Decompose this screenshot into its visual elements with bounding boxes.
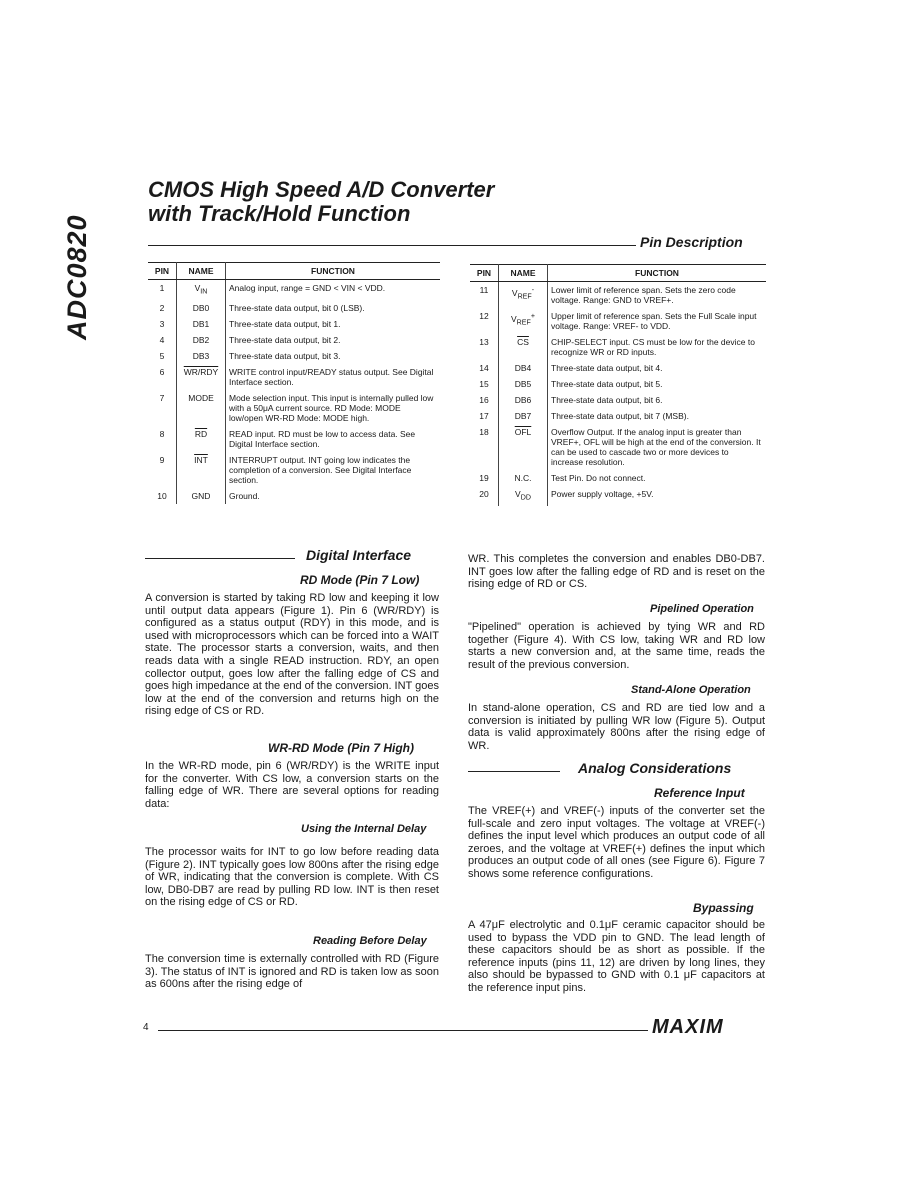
pin-description-heading: Pin Description	[640, 234, 743, 250]
pin-number: 12	[479, 311, 489, 321]
pin-name: DB7	[499, 408, 548, 424]
wr-rd-mode-heading: WR-RD Mode (Pin 7 High)	[268, 741, 414, 755]
pin-name: $V_{REF}^+$	[499, 308, 548, 334]
rd-mode-heading: RD Mode (Pin 7 Low)	[300, 573, 420, 587]
pin-name: DB4	[499, 360, 548, 376]
page-title	[148, 178, 708, 226]
pin-number: 6	[159, 366, 165, 377]
pin-function: Ground.	[226, 488, 441, 504]
pin-number: 17	[479, 411, 489, 421]
pin-name: DB6	[499, 392, 548, 408]
col-header-name: NAME	[499, 265, 548, 282]
stand-alone-operation-paragraph: In stand-alone operation, CS and RD are tied low and a conversion is initiated by pulling WR low (Figure 5). Output data is valid approximately 800ns after the rising edge of WR.	[468, 702, 765, 752]
pin-number: 16	[479, 395, 489, 405]
table-row	[470, 408, 766, 424]
col-header-name: NAME	[177, 263, 226, 280]
pin-number: 11	[479, 285, 489, 295]
pin-table-header	[470, 265, 766, 282]
internal-delay-paragraph: The processor waits for INT to go low before reading data (Figure 2). INT typically goes low 800ns after the rising edge of WR, indicating that the conversion is complete. With CS low, DB0-DB7 are read by pulling RD low. INT is then reset on the rising edge of CS or RD.	[145, 846, 439, 909]
pin-description-rule	[148, 245, 636, 246]
table-row	[470, 424, 766, 470]
pin-name: $\overline{RD}$	[177, 426, 226, 452]
pin-function: READ input. RD must be low to access data. See Digital Interface section.	[226, 426, 441, 452]
table-row	[470, 334, 766, 360]
pin-name: $V_{REF}^-$	[499, 282, 548, 309]
pin-number: 18	[479, 427, 489, 437]
title-line-2: with Track/Hold Function	[148, 201, 411, 226]
table-row	[470, 486, 766, 506]
pin-function: Three-state data output, bit 7 (MSB).	[548, 408, 767, 424]
pin-number: 4	[159, 334, 165, 345]
reading-before-delay-paragraph: The conversion time is externally controlled with RD (Figure 3). The status of INT is ignored and RD is taken low as soon as 600ns after the rising edge of	[145, 953, 439, 991]
pin-name: $\overline{OFL}$	[499, 424, 548, 470]
part-number-side-label: ADC0820	[62, 214, 92, 340]
page-number: 4	[143, 1022, 149, 1033]
pin-number: 13	[479, 337, 489, 347]
pin-number: 20	[479, 489, 489, 499]
pin-name: DB5	[499, 376, 548, 392]
pin-number: 2	[159, 302, 165, 313]
pin-number: 14	[479, 363, 489, 373]
pin-name: DB1	[177, 316, 226, 332]
table-row	[148, 280, 440, 300]
table-row	[148, 332, 440, 348]
pin-number: 19	[479, 473, 489, 483]
wr-continuation-paragraph: WR. This completes the conversion and enables DB0-DB7. INT goes low after the falling edge of RD and is reset on the rising edge of RD or CS.	[468, 553, 765, 591]
pin-function: WRITE control input/READY status output. See Digital Interface section.	[226, 364, 441, 390]
maxim-logo: MAXIM	[652, 1016, 724, 1038]
pin-function: Three-state data output, bit 1.	[226, 316, 441, 332]
table-row	[148, 488, 440, 504]
table-row	[470, 470, 766, 486]
pin-number: 1	[159, 283, 165, 293]
pin-function: Three-state data output, bit 6.	[548, 392, 767, 408]
pin-function: Three-state data output, bit 5.	[548, 376, 767, 392]
col-header-function: FUNCTION	[548, 265, 767, 282]
table-row	[148, 348, 440, 364]
pin-function: Lower limit of reference span. Sets the zero code voltage. Range: GND to VREF+.	[548, 282, 767, 309]
analog-considerations-rule	[468, 771, 560, 772]
col-header-pin: PIN	[148, 263, 177, 280]
pin-function: Power supply voltage, +5V.	[548, 486, 767, 506]
pin-name: $V_{DD}$	[499, 486, 548, 506]
wr-rd-mode-paragraph: In the WR-RD mode, pin 6 (WR/RDY) is the WRITE input for the converter. With CS low, a conversion starts on the falling edge of WR. There are several options for reading data:	[145, 760, 439, 810]
reference-input-paragraph: The VREF(+) and VREF(-) inputs of the converter set the full-scale and zero input voltages. The voltage at VREF(-) defines the input level which produces an output code of all zeroes, and the voltage at VREF(+) defines the input which produces an output code of all ones (see Figure 6). Figure 7 shows some reference configurations.	[468, 805, 765, 880]
bypassing-heading: Bypassing	[693, 901, 754, 915]
pin-function: Mode selection input. This input is internally pulled low with a 50μA current source. RD Mode: MODE low/open WR-RD Mode: MODE high.	[226, 390, 441, 426]
table-row	[470, 360, 766, 376]
pin-function: Overflow Output. If the analog input is greater than VREF+, OFL will be high at the end of the conversion. It can be used to cascade two or more devices to increase resolution.	[548, 424, 767, 470]
reference-input-heading: Reference Input	[654, 786, 745, 800]
digital-interface-rule	[145, 558, 295, 559]
pipelined-operation-heading: Pipelined Operation	[650, 603, 754, 615]
pin-name: $\overline{INT}$	[177, 452, 226, 488]
pin-table-header	[148, 263, 440, 280]
pin-function: Three-state data output, bit 3.	[226, 348, 441, 364]
pin-number: 10	[157, 490, 167, 501]
pin-name: DB2	[177, 332, 226, 348]
table-row	[148, 452, 440, 488]
pin-number: 3	[159, 318, 165, 329]
stand-alone-operation-heading: Stand-Alone Operation	[631, 684, 751, 696]
col-header-pin: PIN	[470, 265, 499, 282]
pin-name: WR/RDY	[177, 364, 226, 390]
pipelined-operation-paragraph: "Pipelined" operation is achieved by tying WR and RD together (Figure 4). With CS low, taking WR and RD low starts a new conversion and, at the same time, reads the result of the previous conversion.	[468, 621, 765, 671]
title-line-1: CMOS High Speed A/D Converter	[148, 177, 495, 202]
col-header-function: FUNCTION	[226, 263, 441, 280]
pin-name: N.C.	[499, 470, 548, 486]
pin-function: Analog input, range = GND < VIN < VDD.	[226, 280, 441, 300]
internal-delay-heading: Using the Internal Delay	[301, 823, 427, 835]
pin-table-right	[470, 264, 766, 506]
pin-function: Three-state data output, bit 4.	[548, 360, 767, 376]
pin-name: MODE	[177, 390, 226, 426]
pin-function: Test Pin. Do not connect.	[548, 470, 767, 486]
pin-number: 8	[159, 428, 165, 439]
pin-name: $\overline{CS}$	[499, 334, 548, 360]
footer-rule	[158, 1030, 648, 1031]
digital-interface-heading: Digital Interface	[306, 547, 412, 563]
pin-name: $V_{IN}$	[177, 280, 226, 300]
rd-mode-paragraph: A conversion is started by taking RD low and keeping it low until output data appears (Figure 1). Pin 6 (WR/RDY) is configured as a status output (RDY) in this mode, and is used with microprocessors which can be forced into a WAIT state. The processor starts a conversion, waits, and then reads data with a single READ instruction. RDY, an open collector output, goes low after the falling edge of CS and goes high impedance at the end of the conversion. INT goes low at the end of the conversion and returns high on the rising edge of CS or RD.	[145, 592, 439, 718]
pin-number: 5	[159, 350, 165, 361]
bypassing-paragraph: A 47μF electrolytic and 0.1μF ceramic capacitor should be used to bypass the VDD pin to GND. The lead length of these capacitors should be as short as possible. If the reference inputs (pins 11, 12) are driven by long lines, they also should be bypassed to GND with 0.1 μF capacitors at the reference input pins.	[468, 919, 765, 994]
pin-function: CHIP-SELECT input. CS must be low for the device to recognize WR or RD inputs.	[548, 334, 767, 360]
analog-considerations-heading: Analog Considerations	[578, 760, 732, 776]
table-row	[148, 426, 440, 452]
table-row	[470, 392, 766, 408]
table-row	[148, 390, 440, 426]
pin-function: Three-state data output, bit 0 (LSB).	[226, 300, 441, 316]
pin-number: 9	[159, 454, 165, 465]
pin-name: DB3	[177, 348, 226, 364]
table-row	[148, 300, 440, 316]
pin-function: Three-state data output, bit 2.	[226, 332, 441, 348]
pin-name: DB0	[177, 300, 226, 316]
table-row	[148, 316, 440, 332]
pin-function: Upper limit of reference span. Sets the Full Scale input voltage. Range: VREF- to VDD.	[548, 308, 767, 334]
pin-number: 7	[159, 392, 165, 403]
pin-name: GND	[177, 488, 226, 504]
table-row	[470, 308, 766, 334]
reading-before-delay-heading: Reading Before Delay	[313, 935, 427, 947]
table-row	[470, 376, 766, 392]
pin-table-left	[148, 262, 440, 504]
table-row	[470, 282, 766, 309]
table-row	[148, 364, 440, 390]
pin-number: 15	[479, 379, 489, 389]
pin-function: INTERRUPT output. INT going low indicates the completion of a conversion. See Digital Interface section.	[226, 452, 441, 488]
